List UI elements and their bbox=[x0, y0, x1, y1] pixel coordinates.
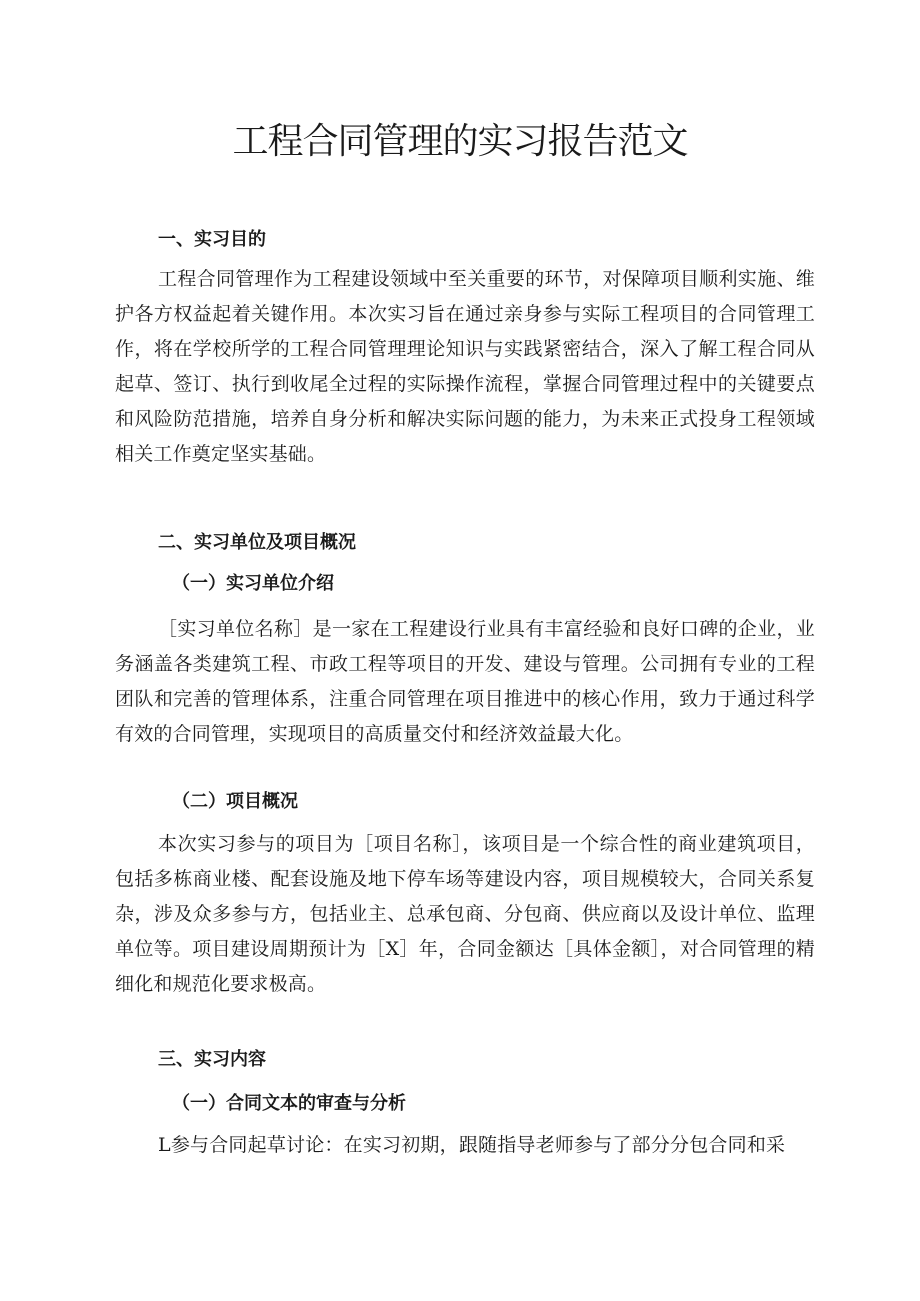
subsection-heading-contract-review: （一）合同文本的审查与分析 bbox=[172, 1093, 406, 1114]
document-title: 工程合同管理的实习报告范文 bbox=[232, 121, 688, 162]
section-heading-purpose: 一、实习目的 bbox=[158, 229, 266, 250]
paragraph-purpose: 工程合同管理作为工程建设领域中至关重要的环节，对保障项目顺利实施、维护各方权益起着关键作用。本次实习旨在通过亲身参与实际工程项目的合同管理工作，将在学校所学的工程合同管理理论知识与实践紧密结合，深入了解工程合同从起草、签订、执行到收尾全过程的实际操作流程，掌握合同管理过程中的关键要点和风险防范措施，培养自身分析和解决实际问题的能力，为未来正式投身工程领域相关工作奠定坚实基础。 bbox=[115, 268, 815, 465]
subsection-heading-project-overview: （二）项目概况 bbox=[172, 791, 298, 812]
paragraph-project-overview: 本次实习参与的项目为［项目名称］，该项目是一个综合性的商业建筑项目，包括多栋商业楼、配套设施及地下停车场等建设内容，项目规模较大，合同关系复杂，涉及众多参与方，包括业主、总承包商、分包商、供应商以及设计单位、监理单位等。项目建设周期预计为［X］年，合同金额达［具体金额］，对合同管理的精细化和规范化要求极高。 bbox=[115, 833, 815, 995]
subsection-heading-unit-intro: （一）实习单位介绍 bbox=[172, 573, 334, 594]
section-heading-content: 三、实习内容 bbox=[158, 1049, 266, 1070]
paragraph-contract-review: L参与合同起草讨论：在实习初期，跟随指导老师参与了部分分包合同和采 bbox=[158, 1134, 786, 1156]
paragraph-unit-intro: ［实习单位名称］是一家在工程建设行业具有丰富经验和良好口碑的企业，业务涵盖各类建筑工程、市政工程等项目的开发、建设与管理。公司拥有专业的工程团队和完善的管理体系，注重合同管理在项目推进中的核心作用，致力于通过科学有效的合同管理，实现项目的高质量交付和经济效益最大化。 bbox=[115, 618, 815, 745]
section-heading-unit-project: 二、实习单位及项目概况 bbox=[158, 532, 356, 553]
